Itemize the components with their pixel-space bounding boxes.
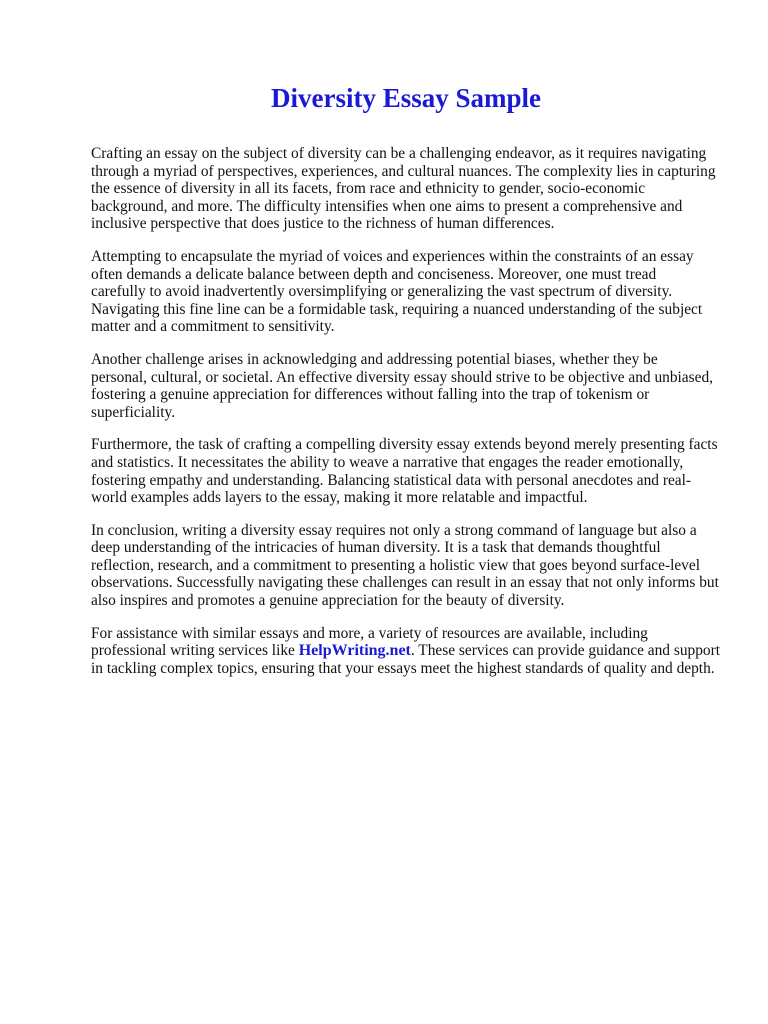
paragraph-line: carefully to avoid inadvertently oversimplifying or generalizing the vast spectrum of diversity. xyxy=(91,283,673,301)
paragraph-line: Furthermore, the task of crafting a compelling diversity essay extends beyond merely presenting facts xyxy=(91,436,718,454)
helpwriting-link[interactable]: HelpWriting.net xyxy=(298,642,411,660)
text-after-link: . These services can provide guidance and support xyxy=(410,642,721,660)
paragraph-line: fostering a genuine appreciation for differences without falling into the trap of tokenism or xyxy=(91,386,650,404)
paragraph-6 xyxy=(91,625,741,678)
paragraph-1 xyxy=(91,145,741,233)
paragraph-5 xyxy=(91,522,741,610)
paragraph-line: Navigating this fine line can be a formidable task, requiring a nuanced understanding of the subject xyxy=(91,300,703,318)
paragraph-4 xyxy=(91,436,741,506)
paragraph-line: through a myriad of perspectives, experiences, and cultural nuances. The complexity lies in capturing xyxy=(91,162,716,180)
paragraph-2 xyxy=(91,248,741,336)
paragraph-line-with-link xyxy=(91,642,741,660)
paragraph-line: the essence of diversity in all its facets, from race and ethnicity to gender, socio-economic xyxy=(91,180,646,198)
paragraph-line: reflection, research, and a commitment to presenting a holistic view that goes beyond surface-level xyxy=(91,556,700,574)
paragraph-line: deep understanding of the intricacies of human diversity. It is a task that demands thoughtful xyxy=(91,539,661,557)
paragraph-3 xyxy=(91,351,741,421)
paragraph-line: in tackling complex topics, ensuring that your essays meet the highest standards of quality and depth. xyxy=(91,659,715,677)
paragraph-line: also inspires and promotes a genuine appreciation for the beauty of diversity. xyxy=(91,592,565,610)
paragraph-line: background, and more. The difficulty intensifies when one aims to present a comprehensive and xyxy=(91,197,683,215)
paragraph-line: observations. Successfully navigating these challenges can result in an essay that not only informs but xyxy=(91,574,719,592)
paragraph-line: fostering empathy and understanding. Balancing statistical data with personal anecdotes and real- xyxy=(91,471,692,489)
paragraph-line: personal, cultural, or societal. An effective diversity essay should strive to be objective and unbiased, xyxy=(91,368,714,386)
paragraph-line: inclusive perspective that does justice to the richness of human differences. xyxy=(91,215,555,233)
paragraph-line: Attempting to encapsulate the myriad of voices and experiences within the constraints of an essay xyxy=(91,247,694,265)
paragraph-line: In conclusion, writing a diversity essay requires not only a strong command of language but also a xyxy=(91,521,697,539)
paragraph-line: superficiality. xyxy=(91,403,176,421)
document-body xyxy=(91,145,741,692)
paragraph-line: Crafting an essay on the subject of diversity can be a challenging endeavor, as it requires navigating xyxy=(91,145,707,162)
paragraph-line: world examples adds layers to the essay, making it more relatable and impactful. xyxy=(91,489,588,507)
paragraph-line: and statistics. It necessitates the ability to weave a narrative that engages the reader emotionally, xyxy=(91,453,684,471)
paragraph-line: Another challenge arises in acknowledging and addressing potential biases, whether they be xyxy=(91,350,658,368)
paragraph-line: matter and a commitment to sensitivity. xyxy=(91,318,335,336)
paragraph-line: often demands a delicate balance between depth and conciseness. Moreover, one must tread xyxy=(91,265,657,283)
paragraph-line: For assistance with similar essays and more, a variety of resources are available, including xyxy=(91,624,648,642)
text-before-link: professional writing services like xyxy=(91,642,299,660)
document-title: Diversity Essay Sample xyxy=(271,83,541,113)
